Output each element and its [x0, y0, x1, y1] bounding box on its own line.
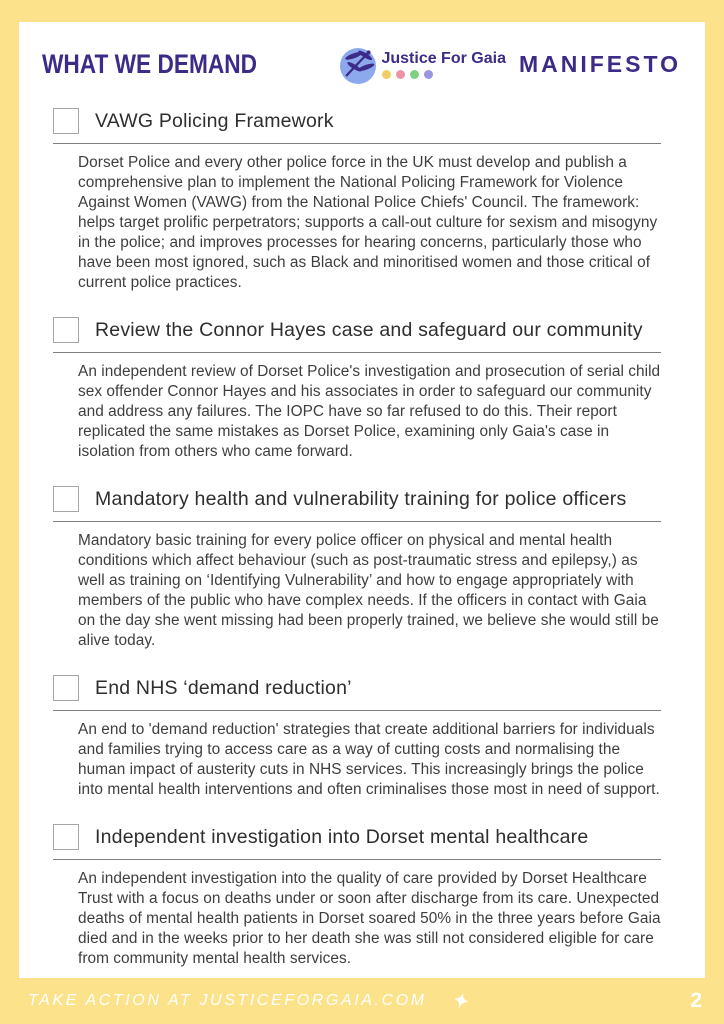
page-number: 2	[690, 989, 702, 1012]
page-title: WHAT WE DEMAND	[42, 48, 258, 79]
section-heading-row	[53, 675, 661, 701]
section-body: An independent investigation into the quality of care provided by Dorset Healthcare Trust with a focus on deaths under or soon after discharge from its care. Unexpected deaths of mental health patients in Dorset soared 50% in the three years before Gaia died and in the weeks prior to her death she was still not considered eligible for care from community mental health services.	[78, 870, 661, 967]
demands-list	[53, 108, 661, 969]
section-title: End NHS ‘demand reduction’	[95, 676, 352, 699]
section-end-nhs-demand-reduction	[53, 675, 661, 800]
section-connor-hayes-review	[53, 317, 661, 462]
section-title: Mandatory health and vulnerability training for police officers	[95, 487, 627, 510]
brand-dot-purple	[424, 70, 433, 79]
brand-dot-pink	[396, 70, 405, 79]
brand-dot-green	[410, 70, 419, 79]
section-body: An end to 'demand reduction' strategies that create additional barriers for individuals and families trying to access care as a way of cutting costs and normalising the human impact of austerity cuts in NHS services. This increasingly brings the police into mental health interventions and often criminalises those most in need of support.	[78, 721, 660, 798]
brand-name: Justice For Gaia	[381, 49, 506, 67]
section-heading-row	[53, 486, 661, 512]
dragonfly-icon	[341, 43, 379, 81]
section-body: Dorset Police and every other police force in the UK must develop and publish a comprehensive plan to implement the National Policing Framework for Violence Against Women (VAWG) from the National Police Chiefs' Council. The framework: helps target prolific perpetrators; supports a call-out culture for sexism and misogyny in the police; and improves processes for hearing concerns, particularly those who have been most ignored, such as Black and minoritised women and those critical of current police practices.	[78, 154, 658, 291]
logo-mark	[339, 43, 379, 85]
sparkle-icon	[451, 991, 471, 1011]
checkbox-icon	[53, 824, 79, 850]
section-body: An independent review of Dorset Police's investigation and prosecution of serial child sex offender Connor Hayes and his associates in order to safeguard our community and address any failures. The IOPC have so far refused to do this. Their report replicated the same mistakes as Dorset Police, examining only Gaia's case in isolation from others who came forward.	[78, 363, 661, 460]
section-police-training	[53, 486, 661, 651]
section-divider	[53, 859, 661, 860]
checkbox-icon	[53, 486, 79, 512]
section-dorset-mental-healthcare	[53, 824, 661, 969]
brand-logo	[339, 43, 681, 85]
document-page	[19, 22, 705, 978]
brand-dots	[382, 70, 506, 79]
page-header	[42, 44, 681, 84]
section-title: Independent investigation into Dorset mental healthcare	[95, 825, 589, 848]
brand-dot-yellow	[382, 70, 391, 79]
checkbox-icon	[53, 317, 79, 343]
checkbox-icon	[53, 108, 79, 134]
checkbox-icon	[53, 675, 79, 701]
manifesto-wordmark: MANIFESTO	[518, 50, 681, 77]
section-heading-row	[53, 824, 661, 850]
brand-text	[381, 50, 506, 79]
section-divider	[53, 710, 661, 711]
section-heading-row	[53, 317, 661, 343]
section-divider	[53, 352, 661, 353]
section-vawg-policing-framework	[53, 108, 661, 293]
section-title: VAWG Policing Framework	[95, 109, 334, 132]
section-divider	[53, 143, 661, 144]
section-body: Mandatory basic training for every police officer on physical and mental health conditions which affect behaviour (such as post-traumatic stress and epilepsy,) as well as training on ‘Identifying Vulnerability’ and how to engage appropriately with members of the public who have complex needs. If the officers in contact with Gaia on the day she went missing had been properly trained, we believe she would still be alive today.	[78, 532, 659, 649]
footer-cta: TAKE ACTION AT JUSTICEFORGAIA.COM	[28, 992, 427, 1009]
section-divider	[53, 521, 661, 522]
section-heading-row	[53, 108, 661, 134]
page-footer	[0, 978, 724, 1024]
section-title: Review the Connor Hayes case and safeguard our community	[95, 318, 643, 341]
